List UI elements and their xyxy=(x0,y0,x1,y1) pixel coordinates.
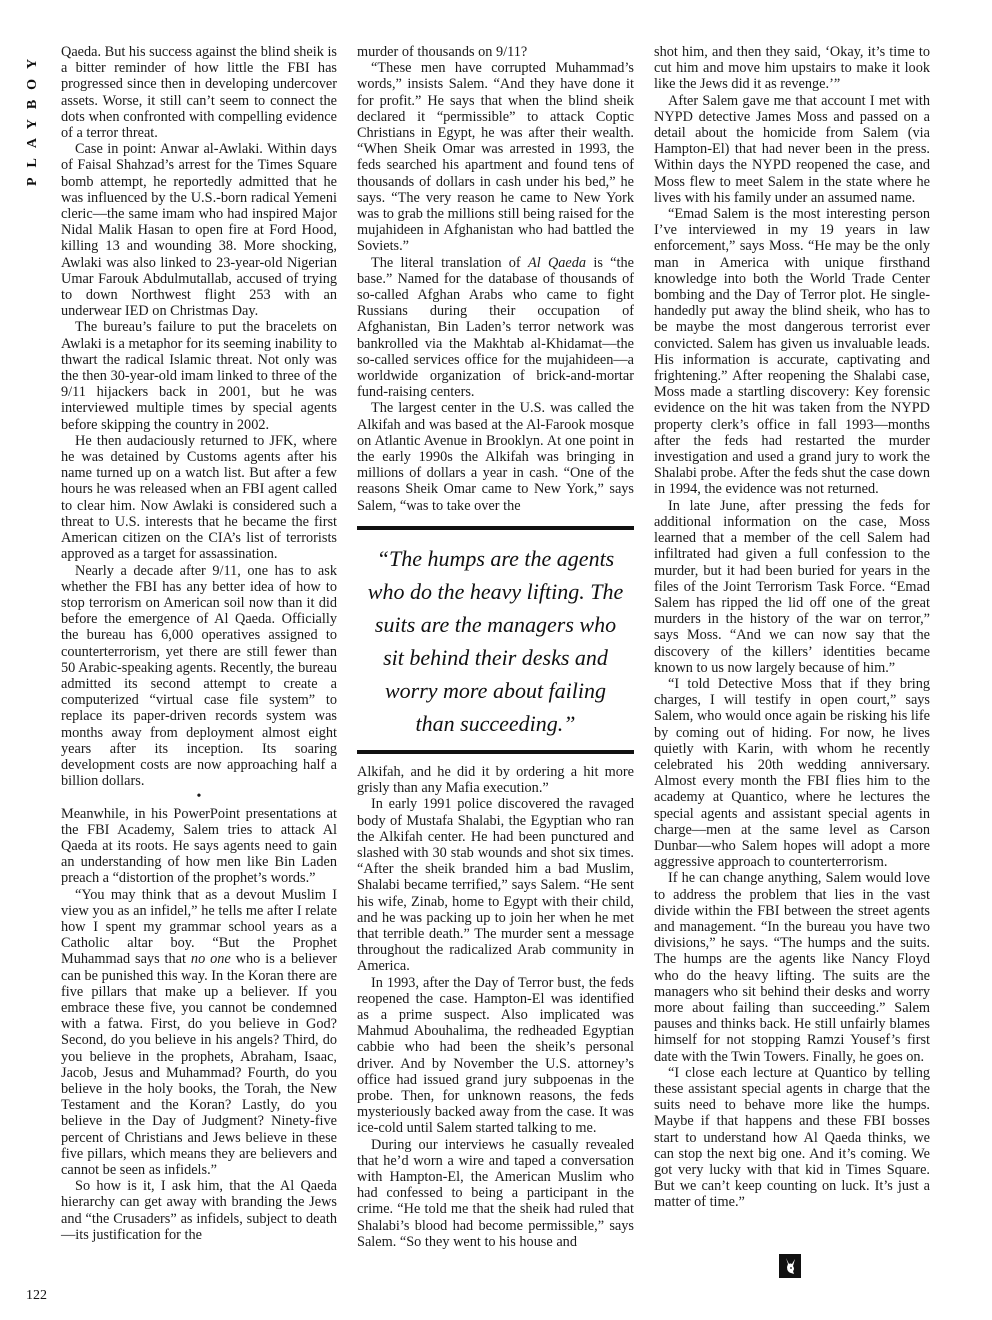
paragraph: Alkifah, and he did it by ordering a hit more grisly than any Mafia execution.” xyxy=(357,763,634,797)
paragraph: “Emad Salem is the most interesting person I’ve interviewed in my 19 years in law enforcement,” says Moss. “He may be the only man in America with unique firsthand knowledge into both the World Trade Center bombing and the Day of Terror plot. He single-handedly put away the blind sheik, who has to be maybe the most dangerous terrorist ever convicted. Salem has given us invaluable leads. His information is accurate, captivating and frightening.” After reopening the Shalabi case, Moss made a startling discovery: Key forensic evidence on the hit was taken from the NYPD property clerk’s office in fall 1993—months after the feds had restarted the murder investigation and used a grand jury to work the Shalabi probe. After the feds shut the case down in 1994, the evidence was not returned. xyxy=(654,206,930,498)
text: is “the base.” Named for the database of thousands of so-called Afghan Arabs who came to fight Russians during their occupation of Afghanistan, Bin Laden’s terror network was bankrolled via the Makhtab al-Khidamat—the so-called services office for the mujahideen—a worldwide organization of brick-and-mortar fund-raising centers. xyxy=(357,254,634,401)
paragraph: He then audaciously returned to JFK, where he was detained by Customs agents after his name turned up on a watch list. But after a few hours he was released when an FBI agent called to clear him. Now Awlaki is considered such a threat to U.S. interests that he became the first American citizen on the CIA’s list of terrorists approved as a target for assassination. xyxy=(61,432,337,563)
paragraph: “I told Detective Moss that if they bring charges, I will testify in open court,” says Salem, who would once again be risking his life by coming out of hiding. For now, he lives quietly with Karin, with whom he recently celebrated his 20th wedding anniversary. Almost every month the FBI flies him to the academy at Quantico, where he lectures the special agents and assistant special agents in charge—men at the same level as Carson Dunbar—who Salem hopes will adopt a more aggressive approach to counterterrorism. xyxy=(654,675,930,871)
page-number: 122 xyxy=(26,1288,47,1303)
paragraph: In early 1991 police discovered the ravaged body of Mustafa Shalabi, the Egyptian who ran the Alkifah center. He had been punctured and slashed with 30 stab wounds and shot six times. “After the sheik branded him a bad Muslim, Shalabi became terrified,” says Salem. “He sent his wife, Zinab, home to Egypt with their child, and he was packing up to join her when he met that terrible death.” The murder sent a message throughout the radicalized Arab community in America. xyxy=(357,796,634,975)
paragraph: “These men have corrupted Muhammad’s words,” insists Salem. “And they have done it for profit.” He says that when the blind sheik declared it “permissible” to attack Coptic Christians in Egypt, he was after their wealth. “When Sheik Omar was arrested in 1993, the feds searched his apartment and found tens of thousands of dollars in cash under his bed,” he says. “The very reason he came to New York was to grab the millions still being raised for the mujahideen in Afghanistan who had battled the Soviets.” xyxy=(357,60,634,255)
paragraph: After Salem gave me that account I met with NYPD detective James Moss and passed on a detail about the homicide from Salem (via Hampton-El) that had never been in the press. Within days the NYPD reopened the case, and Moss flew to meet Salem in the state where he lives with his family under an assumed name. xyxy=(654,92,930,206)
paragraph: If he can change anything, Salem would love to address the problem that lies in the vast divide within the FBI between the street agents and management. “In the bureau you have two divisions,” he says. “The humps and the suits. The humps are the agents like Nancy Floyd who do the heavy lifting. The suits are the managers who sit behind their desks and worry more about failing than succeeding.” Salem pauses and thinks back. He still unfairly blames himself for not stopping Ramzi Yousef’s first date with the Twin Towers. Finally, he goes on. xyxy=(654,870,930,1065)
emphasis: Al Qaeda xyxy=(527,254,587,271)
pull-quote: “The humps are the agents who do the heavy lifting. The suits are the managers who sit behind their desks and worry more about failing than succeeding.” xyxy=(357,526,634,754)
paragraph: Case in point: Anwar al-Awlaki. Within days of Faisal Shahzad’s arrest for the Times Square bomb attempt, he reportedly admitted that he was influenced by the U.S.-born radical Yemeni cleric—the same imam who had inspired Major Nidal Malik Hasan to open fire at Ford Hood, killing 13 and wounding 38. More shocking, Awlaki was also linked to 23-year-old Nigerian Umar Farouk Abdulmutallab, accused of trying to down Northwest flight 253 with an underwear IED on Christmas Day. xyxy=(61,141,337,320)
paragraph: “I close each lecture at Quantico by telling these assistant special agents in charge that the suits need to behave more like the humps. Maybe if that happens and these FBI bosses start to understand how Al Qaeda thinks, we can stop the next big one. And it’s coming. We got very lucky with that kid in Times Square. But we can’t keep counting on luck. It’s just a matter of time.” xyxy=(654,1064,930,1211)
paragraph: So how is it, I ask him, that the Al Qaeda hierarchy can get away with branding the Jews and “the Crusaders” as infidels, subject to death—its justification for the xyxy=(61,1178,337,1243)
paragraph: shot him, and then they said, ‘Okay, it’s time to cut him and move him upstairs to make it look like the Jews did it as revenge.’” xyxy=(654,44,930,93)
section-break-bullet: • xyxy=(196,789,202,805)
paragraph xyxy=(357,255,634,401)
paragraph: In late June, after pressing the feds for additional information on the case, Moss learned that a member of the cell Salem had infiltrated had given a full confession to the murder, but it had been buried for years in the files of the Joint Terrorism Task Force. “Emad Salem has ripped the lid off one of the great murders in the history of the war on terror,” says Moss. “And we can now say that the discovery of the killers’ identities became known to us now largely because of him.” xyxy=(654,497,930,676)
emphasis: no one xyxy=(190,951,231,968)
text: who is a believer can be punished this way. In the Koran there are five pillars that make up a believer. If you embrace these five, you cannot be condemned with a fatwa. First, do you believe in God? Second, do you believe in his angels? Third, do you believe in the prophets, Abraham, Isaac, Jacob, Jesus and Muhammad? Fourth, do you believe in the holy books, the Torah, the New Testament and the Koran? Lastly, do you believe in the Day of Judgment? Ninety-five percent of Christians and Jews believe in these five pillars, which means they are believers and cannot be seen as infidels.” xyxy=(61,951,338,1179)
paragraph: Nearly a decade after 9/11, one has to ask whether the FBI has any better idea of how to stop terrorism on American soil now than it did before the emergence of Al Qaeda. Officially the bureau has 6,000 operatives assigned to counterterrorism, yet there are still fewer than 50 Arabic-speaking agents. Recently, the bureau admitted its second attempt to create a computerized “virtual case file system” to replace its paper-driven records system was months away from deployment almost eight years after its inception. Its soaring development costs are now approaching half a billion dollars. xyxy=(61,562,337,790)
column-1 xyxy=(61,44,337,1243)
paragraph: In 1993, after the Day of Terror bust, the feds reopened the case. Hampton-El was identified as a prime suspect. Also implicated was Mahmud Abouhalima, the redheaded Egyptian cabbie who had been the sheik’s personal driver. And by November the U.S. attorney’s office had issued grand jury subpoenas in the probe. Then, for unknown reasons, the feds mysteriously backed away from the case. It was ice-cold until Salem started talking to me. xyxy=(357,974,634,1137)
paragraph: Qaeda. But his success against the blind sheik is a bitter reminder of how little the FBI has progressed since then in developing undercover assets. Worse, it still can’t seem to connect the dots when confronted with compelling evidence of a terror threat. xyxy=(61,44,337,142)
rabbit-head-icon xyxy=(779,1254,801,1278)
column-3 xyxy=(654,44,930,1211)
paragraph: murder of thousands on 9/11? xyxy=(357,44,528,60)
column-2 xyxy=(357,44,634,1250)
text: “You may think that as a devout Muslim I view you as an infidel,” he tells me after I relate how I spent my grammar school years as a Catholic altar boy. “But the Prophet Muhammad says that xyxy=(61,886,337,968)
paragraph: The bureau’s failure to put the bracelets on Awlaki is a metaphor for its seeming inability to thwart the radical Islamic threat. Not only was the then 30-year-old imam linked to three of the 9/11 hijackers back in 2001, but he was interviewed multiple times by special agents before skipping the country in 2002. xyxy=(61,319,337,433)
paragraph: The largest center in the U.S. was called the Alkifah and was based at the Al-Farook mosque on Atlantic Avenue in Brooklyn. At one point in the early 1990s the Alkifah was bringing in millions of dollars a year in cash. “One of the reasons Sheik Omar came to New York,” says Salem, “was to take over the xyxy=(357,400,634,514)
paragraph: During our interviews he casually revealed that he’d worn a wire and taped a conversation with Hampton-El, the American Muslim who had confessed to being a participant in the crime. “He told me that the sheik had ruled that Shalabi’s blood had become permissible,” says Salem. “So they went to his house and xyxy=(357,1136,634,1250)
masthead: PLAYBOY xyxy=(25,48,40,186)
paragraph xyxy=(61,887,337,1179)
text: The literal translation of xyxy=(371,254,528,271)
paragraph: Meanwhile, in his PowerPoint presentations at the FBI Academy, Salem tries to attack Al Qaeda at its roots. He says agents need to gain an understanding of how men like Bin Laden preach a “distortion of the prophet’s words.” xyxy=(61,805,337,887)
